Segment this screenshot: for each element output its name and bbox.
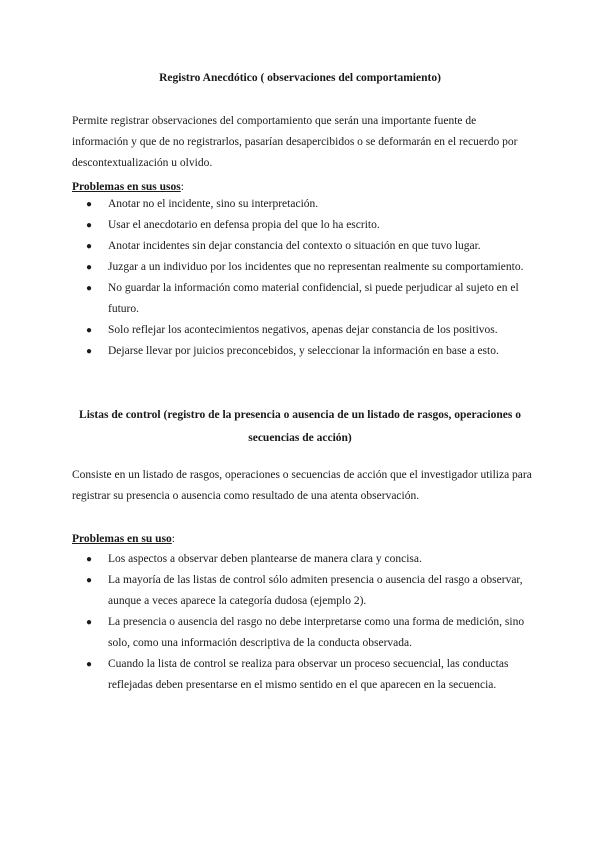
list-item (72, 257, 542, 278)
bullet-icon: ● (86, 617, 93, 628)
list-item (72, 612, 542, 654)
bullet-icon: ● (86, 325, 93, 336)
list-item (72, 654, 542, 696)
section1-problems-heading (72, 179, 184, 195)
list-item-text: Cuando la lista de control se realiza para observar un proceso secuencial, las conductas reflejadas deben presentarse en el mismo sentido en el que aparecen en la secuencia. (108, 658, 509, 691)
bullet-icon: ● (86, 262, 93, 273)
bullet-icon: ● (86, 283, 93, 294)
bullet-icon: ● (86, 346, 93, 357)
bullet-icon: ● (86, 575, 93, 586)
section2-title: Listas de control (registro de la presencia o ausencia de un listado de rasgos, operaciones o secuencias de acción) (79, 409, 521, 444)
list-item (72, 215, 542, 236)
section1-intro: Permite registrar observaciones del comportamiento que serán una importante fuente de información y que de no registrarlos, pasarían desapercibidos o se deformarán en el recuerdo por descontextualización u olvido. (72, 115, 518, 169)
list-item-text: Los aspectos a observar deben plantearse de manera clara y concisa. (108, 553, 422, 565)
list-item (72, 341, 542, 362)
bullet-icon: ● (86, 199, 93, 210)
list-item-text: Solo reflejar los acontecimientos negativos, apenas dejar constancia de los positivos. (108, 324, 498, 336)
bullet-icon: ● (86, 554, 93, 565)
section1-title: Registro Anecdótico ( observaciones del comportamiento) (159, 72, 441, 84)
list-item (72, 236, 542, 257)
section2-problems-colon: : (171, 533, 175, 545)
list-item (72, 549, 542, 570)
list-item (72, 570, 542, 612)
list-item-text: No guardar la información como material confidencial, si puede perjudicar al sujeto en el futuro. (108, 282, 519, 315)
section2-problems-heading-text: Problemas en su uso (72, 533, 172, 545)
bullet-icon: ● (86, 241, 93, 252)
section2-problems-heading (72, 531, 175, 547)
bullet-icon: ● (86, 659, 93, 670)
list-item-text: Dejarse llevar por juicios preconcebidos, y seleccionar la información en base a esto. (108, 345, 499, 357)
section2-problem-list (72, 549, 542, 696)
list-item (72, 320, 542, 341)
list-item-text: Anotar incidentes sin dejar constancia del contexto o situación en que tuvo lugar. (108, 240, 481, 252)
list-item (72, 194, 542, 215)
list-item-text: La mayoría de las listas de control sólo admiten presencia o ausencia del rasgo a observar, aunque a veces aparece la categoría dudosa (ejemplo 2). (108, 574, 523, 607)
list-item-text: Anotar no el incidente, sino su interpretación. (108, 198, 319, 210)
list-item (72, 278, 542, 320)
section1-problems-heading-text: Problemas en sus usos (72, 181, 181, 193)
list-item-text: Juzgar a un individuo por los incidentes que no representan realmente su comportamiento. (108, 261, 524, 273)
section1-problems-colon: : (180, 181, 184, 193)
section2-intro: Consiste en un listado de rasgos, operaciones o secuencias de acción que el investigador utiliza para registrar su presencia o ausencia como resultado de una atenta observación. (72, 469, 532, 502)
list-item-text: La presencia o ausencia del rasgo no debe interpretarse como una forma de medición, sino solo, como una información descriptiva de la conducta observada. (108, 616, 525, 649)
bullet-icon: ● (86, 220, 93, 231)
section1-problem-list (72, 194, 542, 362)
list-item-text: Usar el anecdotario en defensa propia del que lo ha escrito. (108, 219, 380, 231)
